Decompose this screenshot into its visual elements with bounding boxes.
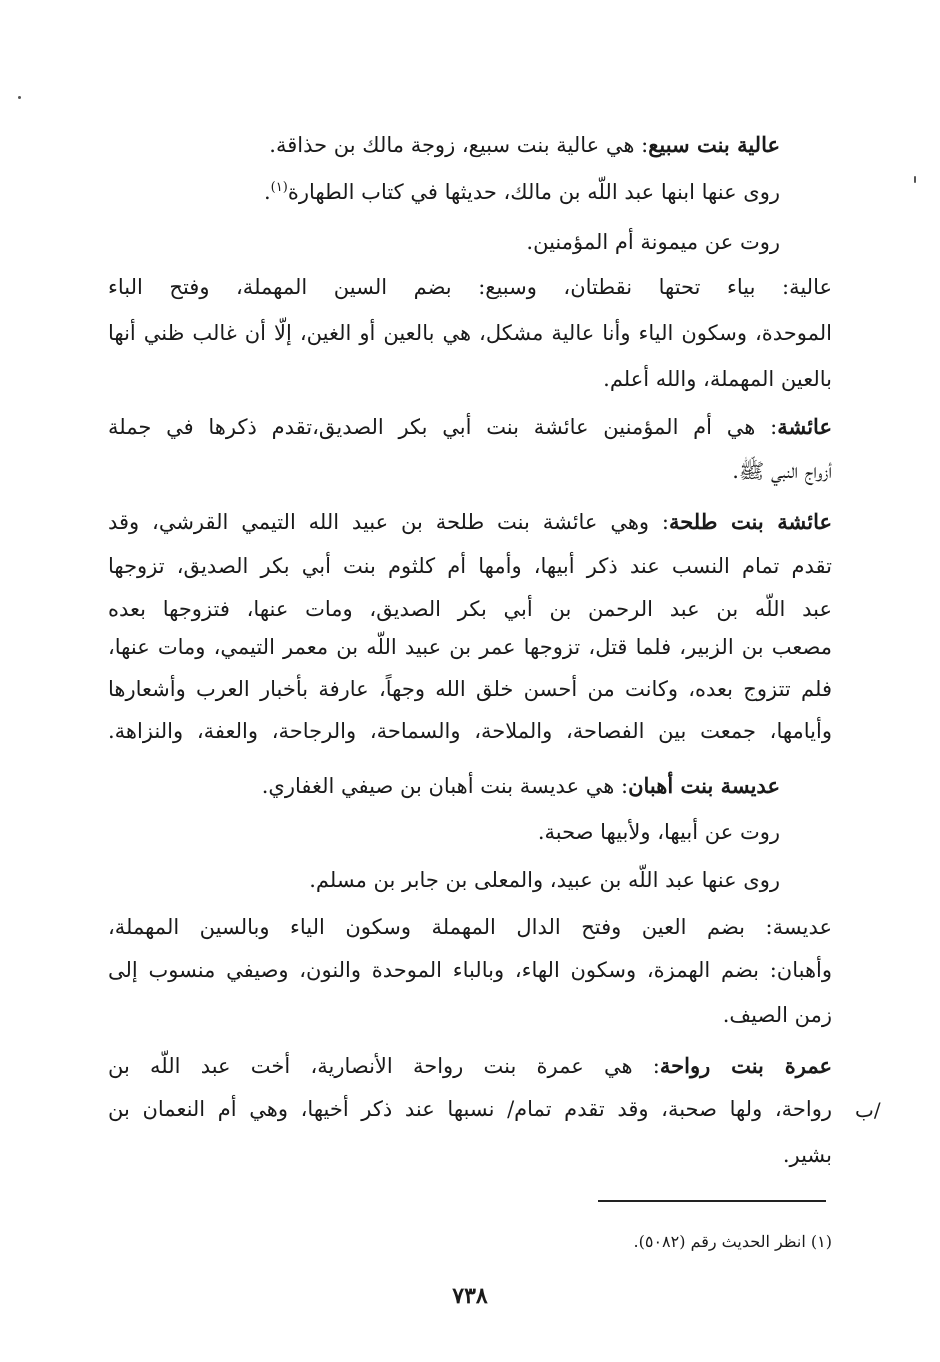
entry-line (108, 364, 832, 394)
entry-line (108, 716, 832, 746)
entry-heading: عديسة بنت أهبان (628, 773, 780, 798)
entry-text: وأهبان: بضم الهمزة، وسكون الهاء، وبالباء الموحدة والنون، وصيفي منسوب إلى (108, 958, 832, 982)
entry-text: بالعين المهملة، والله أعلم. (603, 367, 832, 391)
entry-text: عديسة: بضم العين وفتح الدال المهملة وسكون الياء وبالسين المهملة، (108, 915, 832, 939)
entry-line (108, 412, 832, 442)
footnote-divider (598, 1200, 826, 1202)
entry-line (108, 177, 780, 207)
entry-text: تقدم تمام النسب عند ذكر أبيها، وأمها أم كلثوم بنت أبي بكر الصديق، تزوجها (108, 554, 832, 578)
entry-line (108, 594, 832, 624)
entry-line (108, 912, 832, 942)
entry-text: : هي عمرة بنت رواحة الأنصارية، أخت عبد اللّه بن (108, 1054, 660, 1078)
entry-text: روى عنها عبد اللّه بن عبيد، والمعلى بن جابر بن مسلم. (309, 868, 780, 892)
entry-line (108, 1094, 832, 1124)
entry-text: بشير. (782, 1143, 832, 1167)
scan-speck (914, 176, 916, 183)
entry-line (108, 771, 780, 801)
entry-text: : هي عديسة بنت أهبان بن صيفي الغفاري. (261, 774, 629, 798)
entry-text: مصعب بن الزبير، فلما قتل، تزوجها عمر بن عبيد اللّه بن معمر التيمي، ومات عنها، (108, 635, 832, 659)
entry-line (108, 1000, 832, 1030)
entry-line (108, 318, 832, 348)
entry-text: أزواج النبي ﷺ. (732, 459, 832, 483)
entry-text: . (263, 180, 271, 204)
entry-text: روى عنها ابنها عبد اللّه بن مالك، حديثها في كتاب الطهارة (287, 180, 780, 204)
entry-line (108, 456, 832, 486)
entry-text: الموحدة، وسكون الياء وأنا عالية مشكل، هي بالعين أو الغين، إلّا أن غالب ظني أنها (108, 321, 832, 345)
entry-heading: عائشة (777, 414, 832, 439)
scan-speck (18, 96, 21, 99)
footnote: (١) انظر الحديث رقم (٥٠٨٢). (633, 1232, 832, 1251)
entry-line (108, 674, 832, 704)
entry-text: عبد اللّه بن عبد الرحمن بن أبي بكر الصديق، ومات عنها، فتزوجها بعده (108, 597, 832, 621)
entry-line (108, 130, 780, 160)
entry-text: روت عن ميمونة أم المؤمنين. (526, 230, 780, 254)
entry-heading: عالية بنت سبيع (648, 132, 780, 157)
entry-line (108, 227, 780, 257)
entry-text: رواحة، ولها صحبة، وقد تقدم تمام/ نسبها عند ذكر أخيها، وهي أم النعمان بن (108, 1097, 832, 1121)
entry-line (108, 272, 832, 302)
entry-text: روت عن أبيها، ولأبيها صحبة. (537, 820, 780, 844)
manuscript-folio-marker: /ب (855, 1098, 881, 1122)
entry-line (108, 1051, 832, 1081)
entry-text: : هي أم المؤمنين عائشة بنت أبي بكر الصديق،تقدم ذكرها في جملة (108, 415, 778, 439)
entry-line (108, 865, 780, 895)
entry-text: وأيامها، جمعت بين الفصاحة، والملاحة، والسماحة، والرجاحة، والعفة، والنزاهة. (108, 719, 832, 743)
entry-line (108, 551, 832, 581)
entry-line (108, 955, 832, 985)
entry-line (108, 817, 780, 847)
entry-text: : وهي عائشة بنت طلحة بن عبيد الله التيمي القرشي، وقد (108, 510, 669, 534)
entry-text: : هي عالية بنت سبيع، زوجة مالك بن حذاقة. (269, 133, 649, 157)
page-number: ٧٣٨ (452, 1283, 488, 1309)
footnote-reference: (١) (270, 180, 288, 195)
entry-line (108, 1140, 832, 1170)
entry-text: عالية: بياء تحتها نقطتان، وسبيع: بضم السين المهملة، وفتح الباء (108, 275, 832, 299)
entry-heading: عائشة بنت طلحة (668, 509, 832, 534)
entry-line (108, 632, 832, 662)
entry-heading: عمرة بنت رواحة (659, 1053, 832, 1078)
entry-text: فلم تتزوج بعده، وكانت من أحسن خلق الله وجهاً، عارفة بأخبار العرب وأشعارها (108, 677, 832, 701)
entry-text: زمن الصيف. (722, 1003, 832, 1027)
entry-line (108, 507, 832, 537)
